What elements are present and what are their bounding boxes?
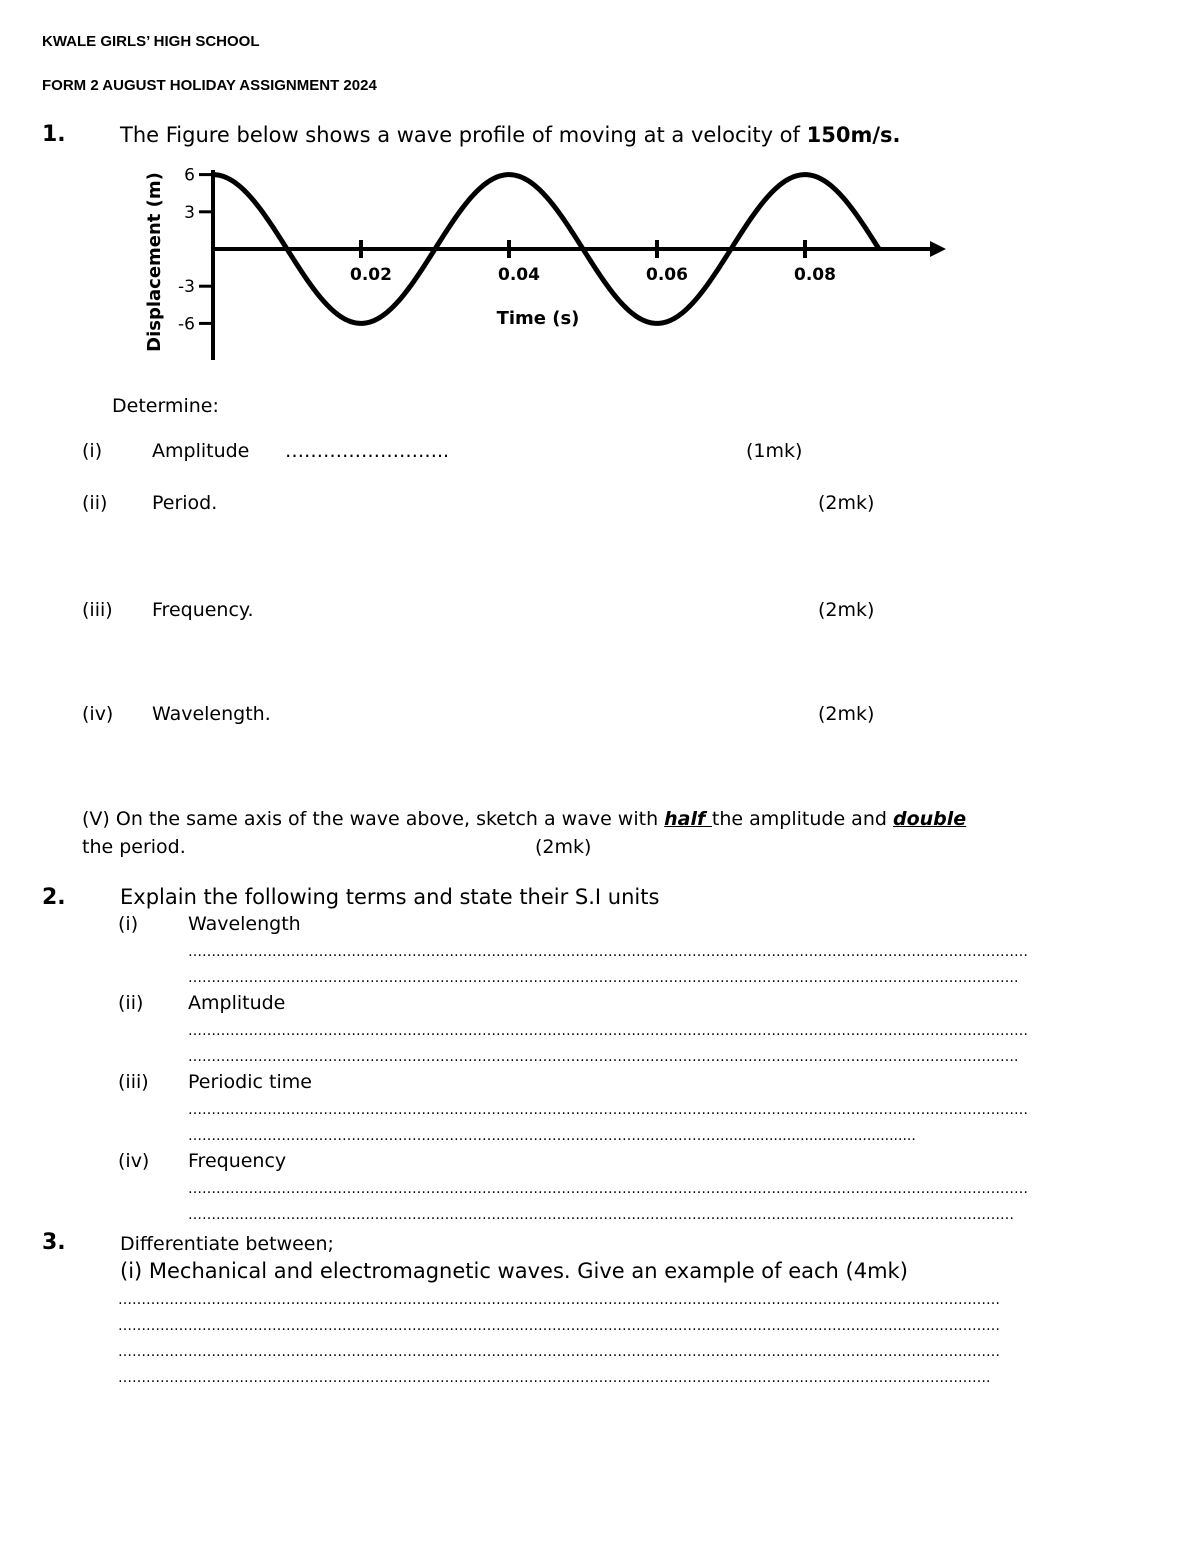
part-iii-marks: (2mk) (818, 599, 875, 621)
question-3-text: Differentiate between; (120, 1233, 334, 1255)
question-2-number: 2. (42, 885, 66, 910)
part-v-prefix: (V) On the same axis of the wave above, sketch a wave with (82, 808, 665, 830)
part-v-double: double (892, 808, 967, 830)
q2-item-ii-num: (ii) (118, 992, 144, 1014)
part-ii-marks: (2mk) (818, 492, 875, 514)
part-iv-num: (iv) (82, 703, 114, 725)
q2-item-iv-answer-line-2[interactable]: …………………………………………………………………………………………………………………………………………………………… (188, 1207, 1014, 1223)
q2-item-ii-answer-line-1[interactable]: ……………………………………………………………………………………………………………………………………………………………… (188, 1023, 1028, 1039)
part-v-line-2: the period. (82, 836, 186, 858)
part-v-marks: (2mk) (535, 836, 592, 858)
x-axis-label: Time (s) (496, 308, 580, 329)
q2-item-iii-answer-line-1[interactable]: ……………………………………………………………………………………………………………………………………………………………… (188, 1102, 1028, 1118)
q2-item-i-answer-line-2[interactable]: ……………………………………………………………………………………………………………………………………………………………. (188, 970, 1019, 986)
part-iii-label: Frequency. (152, 599, 254, 621)
x-tick-label: 0.04 (498, 265, 540, 285)
q2-item-iii-num: (iii) (118, 1071, 149, 1093)
y-tick-label: 6 (184, 165, 195, 186)
q2-item-i-label: Wavelength (188, 913, 301, 935)
question-1-text (120, 123, 900, 147)
question-3-number: 3. (42, 1230, 66, 1255)
question-2-text: Explain the following terms and state their S.I units (120, 885, 660, 909)
q3-answer-line-3[interactable]: ……………………………………………………………………………………………………………………………………………………………………… (118, 1344, 1000, 1360)
y-axis-label: Displacement (m) (144, 172, 165, 352)
question-1-number: 1. (42, 122, 66, 147)
question-1-text-main: The Figure below shows a wave profile of moving at a velocity of (120, 123, 807, 147)
q2-item-i-answer-line-1[interactable]: ……………………………………………………………………………………………………………………………………………………………… (188, 944, 1028, 960)
part-ii-label: Period. (152, 492, 218, 514)
q3-answer-line-4[interactable]: ……………………………………………………………………………………………………………………………………………………………………. (118, 1370, 991, 1386)
x-tick-label: 0.06 (646, 265, 688, 285)
velocity-value: 150m/s. (806, 123, 901, 147)
x-axis-arrow (930, 241, 946, 257)
y-tick-label: -3 (178, 277, 195, 298)
q2-item-iii-label: Periodic time (188, 1071, 312, 1093)
school-name: KWALE GIRLS’ HIGH SCHOOL (42, 33, 260, 50)
q3-answer-line-2[interactable]: ……………………………………………………………………………………………………………………………………………………………………… (118, 1318, 1000, 1334)
q2-item-iii-answer-line-2[interactable]: ……………………………………………………………………………………………………............................................ (188, 1128, 916, 1144)
q2-item-iv-label: Frequency (188, 1150, 287, 1172)
part-iii-num: (iii) (82, 599, 113, 621)
y-tick-label: -6 (178, 314, 195, 335)
wave-chart (130, 160, 960, 370)
q2-item-i-num: (i) (118, 913, 139, 935)
part-ii-num: (ii) (82, 492, 108, 514)
part-iv-label: Wavelength. (152, 703, 271, 725)
q2-item-ii-answer-line-2[interactable]: ……………………………………………………………………………………………………………………………………………………………. (188, 1049, 1019, 1065)
determine-label: Determine: (112, 395, 219, 417)
part-i-marks: (1mk) (746, 440, 803, 462)
q3-answer-line-1[interactable]: ……………………………………………………………………………………………………………………………………………………………………… (118, 1292, 1000, 1308)
part-i-num: (i) (82, 440, 103, 462)
part-v-line-1 (82, 808, 966, 830)
assignment-title: FORM 2 AUGUST HOLIDAY ASSIGNMENT 2024 (42, 77, 377, 94)
q2-item-iv-num: (iv) (118, 1150, 150, 1172)
part-v-half: half (664, 808, 712, 830)
part-i-answer-dots: …………………….. (285, 440, 450, 462)
y-tick-label: 3 (184, 202, 195, 223)
question-3-sub: (i) Mechanical and electromagnetic waves. Give an example of each (4mk) (120, 1259, 908, 1283)
x-tick-label: 0.02 (350, 265, 392, 285)
part-i-label: Amplitude (152, 440, 250, 462)
q2-item-ii-label: Amplitude (188, 992, 286, 1014)
part-v-middle: the amplitude and (711, 808, 893, 830)
x-tick-label: 0.08 (794, 265, 836, 285)
q2-item-iv-answer-line-1[interactable]: ……………………………………………………………………………………………………………………………………………………………… (188, 1181, 1028, 1197)
part-iv-marks: (2mk) (818, 703, 875, 725)
